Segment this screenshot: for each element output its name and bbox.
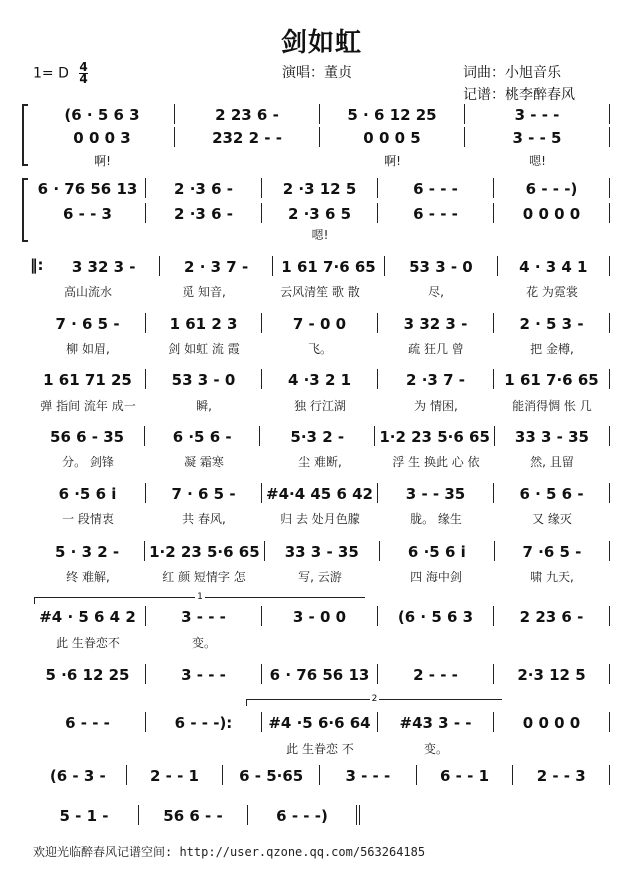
measure: 2 - - 1 (127, 765, 224, 785)
score-line-system2-top (30, 178, 610, 198)
volta-bracket-2: 2 (246, 699, 502, 706)
measure: 2 - - - (378, 664, 494, 684)
measure: 6 - - -): (146, 712, 262, 732)
measure: 56 6 - 35 (30, 426, 145, 446)
measure: 2 ·3 7 - (378, 369, 494, 389)
score-line-9 (30, 606, 610, 626)
measure: 1·2 23 5·6 65 (375, 426, 495, 446)
measure: 6 · 76 56 13 (262, 664, 378, 684)
repeat-start-sign: ‖: (30, 256, 44, 274)
measure: 5 · 3 2 - (30, 541, 145, 561)
measure: 1 61 7·6 65 (494, 369, 610, 389)
score-line-system1-top (30, 104, 610, 124)
measure: 2 ·3 6 - (146, 178, 262, 198)
score-line-5 (30, 369, 610, 389)
measure: 3 - - - (465, 104, 610, 124)
measure: 1 61 2 3 (146, 313, 262, 333)
measure: #4 ·5 6·6 64 (262, 712, 378, 732)
system-brace (22, 178, 28, 242)
measure: 6 - - -) (494, 178, 610, 198)
measure: 3 32 3 - (48, 256, 160, 276)
measure: 6 - - - (378, 178, 494, 198)
singer-credit: 演唱：董贞 (282, 65, 352, 81)
key-label: 1= D (33, 65, 69, 82)
measure: 3 - - 35 (378, 483, 494, 503)
measure: 5·3 2 - (260, 426, 375, 446)
score-line-12 (30, 765, 610, 785)
lyrics-line-9: 此 生眷恋不 变。 (56, 636, 216, 650)
song-title: 剑如虹 (280, 28, 362, 58)
volta-bracket-1: 1 (34, 597, 365, 604)
measure: 6 ·5 6 i (30, 483, 146, 503)
transcriber-credit: 记谱：桃李醉春风 (463, 87, 575, 103)
measure: 3 - - - (146, 606, 262, 626)
measure: 6 - - 3 (30, 203, 146, 223)
measure: 2 ·3 6 5 (262, 203, 378, 223)
measure: #4 · 5 6 4 2 (30, 606, 146, 626)
measure: 7 · 6 5 - (30, 313, 146, 333)
measure: 33 3 - 35 (265, 541, 380, 561)
lyrics-line-4: 柳 如眉, 剑 如虹 流 霞 飞。 疏 狂几 曾 把 金樽, (66, 342, 574, 356)
measure: 0 0 0 5 (320, 127, 465, 147)
lyrics-line-11: 此 生眷恋 不 变。 (286, 742, 448, 756)
measure: 6 ·5 6 i (380, 541, 495, 561)
score-line-6 (30, 426, 610, 446)
measure: 53 3 - 0 (385, 256, 497, 276)
score-line-system1-bottom (30, 127, 610, 147)
measure: 2 ·3 6 - (146, 203, 262, 223)
measure: 232 2 - - (175, 127, 320, 147)
measure: 5 ·6 12 25 (30, 664, 146, 684)
measure: 1·2 23 5·6 65 (145, 541, 265, 561)
measure: 2 ·3 12 5 (262, 178, 378, 198)
lyrics-system1: 啊! 啊! 嗯! (94, 154, 546, 168)
lyrics-system2: 嗯! (311, 228, 329, 242)
score-line-10 (30, 664, 610, 684)
measure: #43 3 - - (378, 712, 494, 732)
lyrics-line-3: 高山流水 觅 知音, 云风清笙 歌 散 尽, 花 为霓裳 (63, 285, 578, 299)
measure: 1 61 7·6 65 (273, 256, 385, 276)
measure: (6 · 5 6 3 (378, 606, 494, 626)
score-line-8 (30, 541, 610, 561)
measure: 0 0 0 3 (30, 127, 175, 147)
score-line-7 (30, 483, 610, 503)
measure: (6 - 3 - (30, 765, 127, 785)
measure: 2 23 6 - (175, 104, 320, 124)
footer-link-text: 欢迎光临醉春风记谱空间: http://user.qzone.qq.com/563264185 (33, 845, 426, 859)
measure: 3 32 3 - (378, 313, 494, 333)
measure: 2 · 3 7 - (160, 256, 272, 276)
measure-final: 6 - - -) (248, 805, 360, 825)
measure: 3 - - - (320, 765, 417, 785)
system-brace (22, 104, 28, 166)
lyrics-line-6: 分。 剑锋 凝 霜寒 尘 难断, 浮 生 换此 心 依 然, 且留 (62, 455, 574, 469)
score-line-11 (30, 712, 610, 732)
measure: (6 · 5 6 3 (30, 104, 175, 124)
score-line-13 (30, 805, 360, 825)
measure: 33 3 - 35 (495, 426, 610, 446)
measure: 6 ·5 6 - (145, 426, 260, 446)
measure: 6 - 5·65 (223, 765, 320, 785)
measure: 6 · 5 6 - (494, 483, 610, 503)
measure: 1 61 71 25 (30, 369, 146, 389)
key-signature (33, 62, 88, 85)
measure: 3 - 0 0 (262, 606, 378, 626)
score-line-system2-bottom (30, 203, 610, 223)
time-signature: $\frac{4}{4}$ (79, 60, 88, 86)
measure: 6 - - 1 (417, 765, 514, 785)
measure: 53 3 - 0 (146, 369, 262, 389)
measure: 4 · 3 4 1 (498, 256, 610, 276)
measure: 6 - - - (378, 203, 494, 223)
measure: 2·3 12 5 (494, 664, 610, 684)
measure: 5 - 1 - (30, 805, 139, 825)
lyrics-line-8: 终 难解, 红 颜 短情字 怎 写, 云游 四 海中剑 啸 九天, (66, 570, 574, 584)
measure: 0 0 0 0 (494, 203, 610, 223)
measure: 7 - 0 0 (262, 313, 378, 333)
measure: 3 - - 5 (465, 127, 610, 147)
lyrics-line-5: 弹 指间 流年 成一 瞬, 独 行江湖 为 情困, 能消得惆 怅 几 (40, 399, 592, 413)
measure: 2 - - 3 (513, 765, 610, 785)
measure: 2 · 5 3 - (494, 313, 610, 333)
measure: 0 0 0 0 (494, 712, 610, 732)
lyrics-line-7: 一 段情衷 共 春风, 归 去 处月色朦 胧。 缘生 又 缘灭 (62, 512, 572, 526)
measure: 2 23 6 - (494, 606, 610, 626)
measure: #4·4 45 6 42 (262, 483, 378, 503)
measure: 56 6 - - (139, 805, 248, 825)
score-line-4 (30, 313, 610, 333)
composer-credit: 词曲：小旭音乐 (463, 65, 561, 81)
measure: 4 ·3 2 1 (262, 369, 378, 389)
measure: 6 - - - (30, 712, 146, 732)
measure: 7 ·6 5 - (495, 541, 610, 561)
measure: 3 - - - (146, 664, 262, 684)
measure: 5 · 6 12 25 (320, 104, 465, 124)
score-line-3 (48, 256, 610, 276)
measure: 7 · 6 5 - (146, 483, 262, 503)
measure: 6 · 76 56 13 (30, 178, 146, 198)
